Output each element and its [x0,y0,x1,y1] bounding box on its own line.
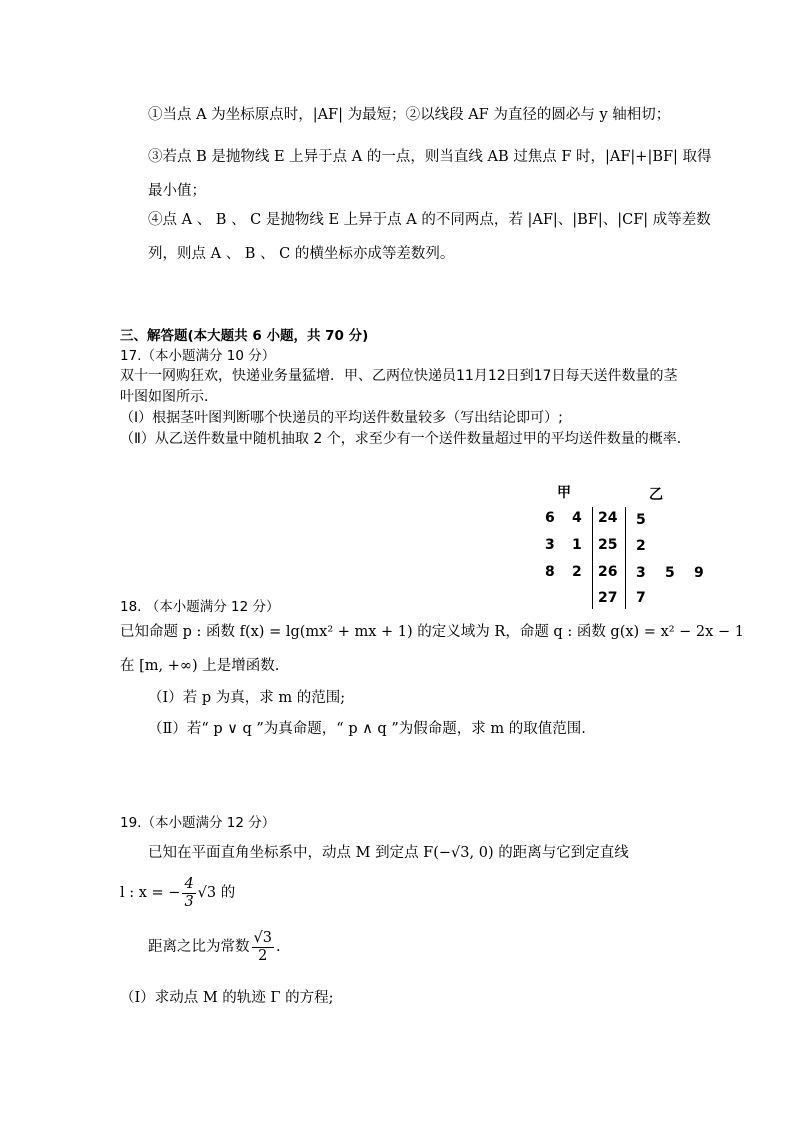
right-leaf: 2 [636,538,646,554]
q17-header: 17.（本小题满分 10 分） [120,348,276,364]
left-leaf: 8 [545,564,555,580]
q19-line3 [148,930,281,964]
q18-line1: 已知命题 p : 函数 f(x) = lg(mx² + mx + 1) 的定义域为 R，命题 q : 函数 g(x) = x² − 2x − 1 [120,624,744,640]
item-3: ③若点 B 是抛物线 E 上异于点 A 的一点，则当直线 AB 过焦点 F 时，|AF|+|BF| 取得 [148,149,712,165]
fraction-denominator: 3 [184,893,194,910]
q18-part2: （Ⅱ）若“ p ∨ q ”为真命题，“ p ∧ q ”为假命题，求 m 的取值范围. [148,721,586,737]
item-3-continued: 最小值； [148,183,206,199]
fraction-numerator: 4 [184,876,194,892]
q19-line1: 已知在平面直角坐标系中，动点 M 到定点 F(−√3, 0) 的距离与它到定直线 [148,845,629,861]
q18-part1: （Ⅰ）若 p 为真，求 m 的范围; [148,690,346,706]
right-leaf: 5 [665,565,675,581]
q19-part1: （Ⅰ）求动点 M 的轨迹 Γ 的方程; [120,990,334,1006]
q18-line2: 在 [m, +∞) 上是增函数. [120,658,280,674]
q19-line3-prefix: 距离之比为常数 [148,939,250,956]
q17-part2: （Ⅱ）从乙送件数量中随机抽取 2 个，求至少有一个送件数量超过甲的平均送件数量的概率． [120,431,691,447]
section-title: 三、解答题(本大题共 6 小题，共 70 分) [120,328,369,344]
q19-line3-suffix: . [275,939,281,956]
stem: 24 [598,510,618,526]
item-4: ④点 A 、 B 、 C 是抛物线 E 上异于点 A 的不同两点，若 |AF|、|BF|、|CF| 成等差数 [148,212,711,228]
q19-header: 19.（本小题满分 12 分） [120,815,276,831]
q17-line2: 叶图如图所示． [120,389,218,405]
stem-divider-left [592,507,593,609]
stem: 26 [598,564,618,580]
left-leaf: 6 [545,510,555,526]
left-leaf: 4 [572,510,582,526]
fraction-denominator: 2 [258,947,268,964]
fraction-four-thirds [182,876,195,910]
fraction-numerator: √3 [253,930,272,946]
q17-line1: 双十一网购狂欢，快递业务量猛增．甲、乙两位快递员11月12日到17日每天送件数量的茎 [120,368,678,384]
right-leaf: 5 [636,512,646,528]
item-4-continued: 列，则点 A 、 B 、 C 的横坐标亦成等差数列。 [148,246,455,262]
right-leaf: 7 [636,590,646,606]
left-leaf: 2 [572,564,582,580]
q19-line2-suffix: √3 的 [197,885,236,902]
stem-leaf-right-label: 乙 [649,487,663,503]
q18-header: 18. （本小题满分 12 分） [120,599,280,615]
right-leaf: 3 [636,565,646,581]
stem: 27 [598,590,618,606]
q17-part1: （Ⅰ）根据茎叶图判断哪个快递员的平均送件数量较多（写出结论即可）; [120,410,563,426]
stem-leaf-left-label: 甲 [557,485,571,501]
fraction-root3-over-2 [252,930,274,964]
q19-line2 [120,876,235,910]
stem-divider-right [625,507,626,609]
item-1-2: ①当点 A 为坐标原点时，|AF| 为最短；②以线段 AF 为直径的圆必与 y 轴相切； [148,107,671,123]
left-leaf: 3 [545,537,555,553]
right-leaf: 9 [694,565,704,581]
stem: 25 [598,537,618,553]
q19-line2-prefix: l : x = − [120,885,181,902]
left-leaf: 1 [572,537,582,553]
